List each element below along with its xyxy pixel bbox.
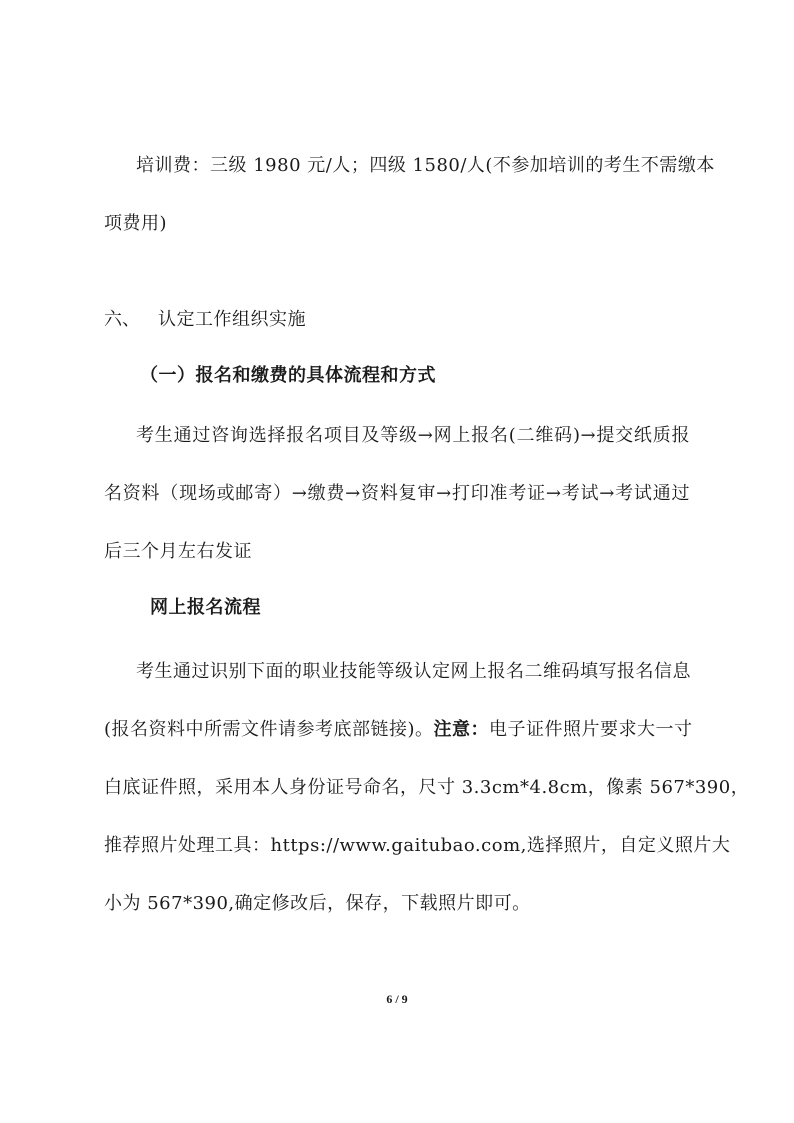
online-line-4: 推荐照片处理工具：https://www.gaitubao.com,选择照片，自定义照片大 bbox=[104, 835, 731, 856]
online-line-5: 小为 567*390,确定修改后，保存，下载照片即可。 bbox=[104, 893, 531, 914]
online-line-3: 白底证件照，采用本人身份证号命名，尺寸 3.3cm*4.8cm，像素 567*390， bbox=[104, 777, 750, 798]
section-title: 认定工作组织实施 bbox=[158, 309, 306, 330]
flow-line-2: 名资料（现场或邮寄）→缴费→资料复审→打印准考证→考试→考试通过 bbox=[104, 483, 690, 504]
fee-line-2: 项费用) bbox=[104, 213, 168, 234]
section-number: 六、 bbox=[104, 309, 140, 330]
fee-line-1: 培训费：三级 1980 元/人；四级 1580/人(不参加培训的考生不需缴本 bbox=[136, 155, 715, 176]
flow-line-3: 后三个月左右发证 bbox=[104, 541, 252, 562]
online-registration-heading: 网上报名流程 bbox=[150, 597, 261, 618]
online-line-2-text: (报名资料中所需文件请参考底部链接)。 bbox=[104, 719, 434, 740]
online-line-2 bbox=[104, 718, 693, 742]
subsection-title: （一）报名和缴费的具体流程和方式 bbox=[140, 365, 436, 386]
page-number: 6 / 9 bbox=[386, 992, 408, 1006]
flow-line-1: 考生通过咨询选择报名项目及等级→网上报名(二维码)→提交纸质报 bbox=[136, 425, 690, 446]
notice-label: 注意： bbox=[433, 719, 490, 740]
online-line-1: 考生通过识别下面的职业技能等级认定网上报名二维码填写报名信息 bbox=[136, 661, 691, 682]
online-line-2-photo-requirement: 电子证件照片要求大一寸 bbox=[489, 719, 693, 740]
